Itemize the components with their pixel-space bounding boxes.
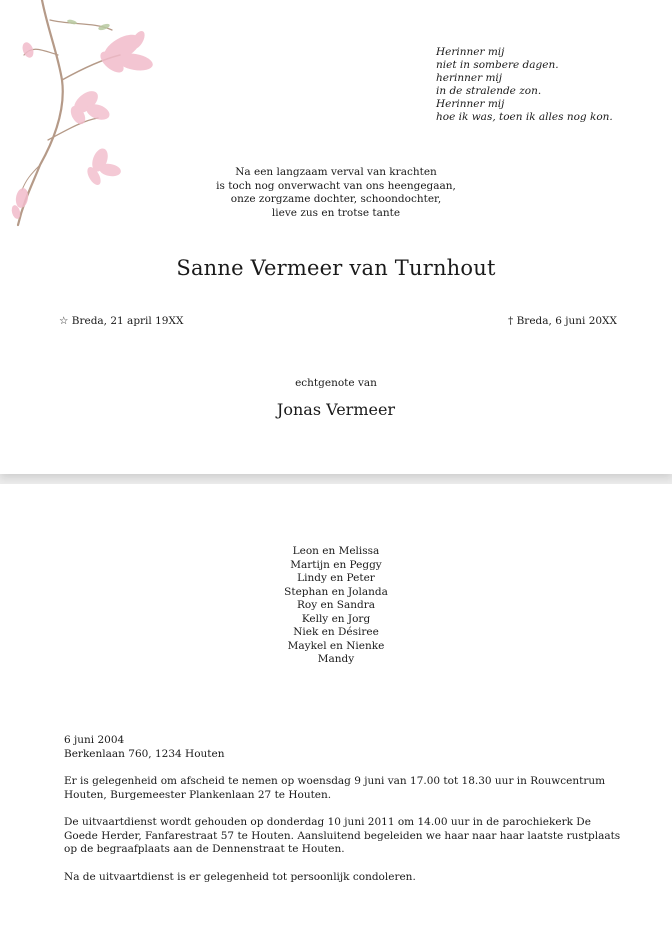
poem-line: Herinner mij: [436, 98, 505, 110]
service-info: De uitvaartdienst wordt gehouden op donderdag 10 juni 2011 om 14.00 uur in de parochiekerk De Goede Herder, Fanfarestraat 57 te Houten. Aansluitend begeleiden we haar naar haar laatste rustplaats op de begraafplaats aan de Dennenstraat te Houten.: [64, 816, 621, 855]
intro-line: Na een langzaam verval van krachten: [235, 166, 437, 178]
spouse-label: echtgenote van: [295, 377, 377, 389]
family-list: [0, 545, 672, 667]
poem-line: Herinner mij: [436, 46, 505, 58]
poem-line: herinner mij: [436, 72, 503, 84]
family-member: Stephan en Jolanda: [284, 585, 388, 598]
family-member: Niek en Désiree: [293, 626, 379, 638]
death-info: † Breda, 6 juni 20XX: [508, 315, 617, 327]
family-member: Martijn en Peggy: [290, 558, 382, 571]
family-member: Mandy: [317, 653, 355, 665]
family-member: Roy en Sandra: [296, 599, 376, 611]
poem: [436, 46, 613, 124]
intro-line: onze zorgzame dochter, schoondochter,: [230, 193, 442, 205]
correspondence-date: 6 juni 2004: [64, 734, 125, 746]
family-member: Lindy en Peter: [297, 572, 375, 584]
poem-line: in de stralende zon.: [436, 85, 542, 97]
poem-line: niet in sombere dagen.: [436, 59, 559, 71]
condolence-info: Na de uitvaartdienst is er gelegenheid tot persoonlijk condoleren.: [64, 870, 416, 883]
poem-line: hoe ik was, toen ik alles nog kon.: [436, 111, 613, 123]
family-member: Maykel en Nienke: [287, 639, 385, 652]
card-inside: [0, 484, 672, 950]
spouse-name: Jonas Vermeer: [276, 400, 396, 419]
intro-line: is toch nog onverwacht van ons heengegaan,: [216, 179, 456, 192]
deceased-name: Sanne Vermeer van Turnhout: [176, 256, 496, 280]
funeral-details: [64, 734, 624, 898]
farewell-info: Er is gelegenheid om afscheid te nemen op woensdag 9 juni van 17.00 tot 18.30 uur in Rouwcentrum Houten, Burgemeester Plankenlaan 27 te Houten.: [64, 775, 606, 801]
intro-text: [0, 166, 672, 220]
intro-line: lieve zus en trotse tante: [271, 206, 401, 219]
family-member: Kelly en Jorg: [301, 612, 371, 625]
birth-info: ☆ Breda, 21 april 19XX: [59, 315, 184, 327]
family-member: Leon en Melissa: [292, 545, 380, 557]
card-front: [0, 0, 672, 474]
correspondence-address: Berkenlaan 760, 1234 Houten: [64, 747, 225, 760]
